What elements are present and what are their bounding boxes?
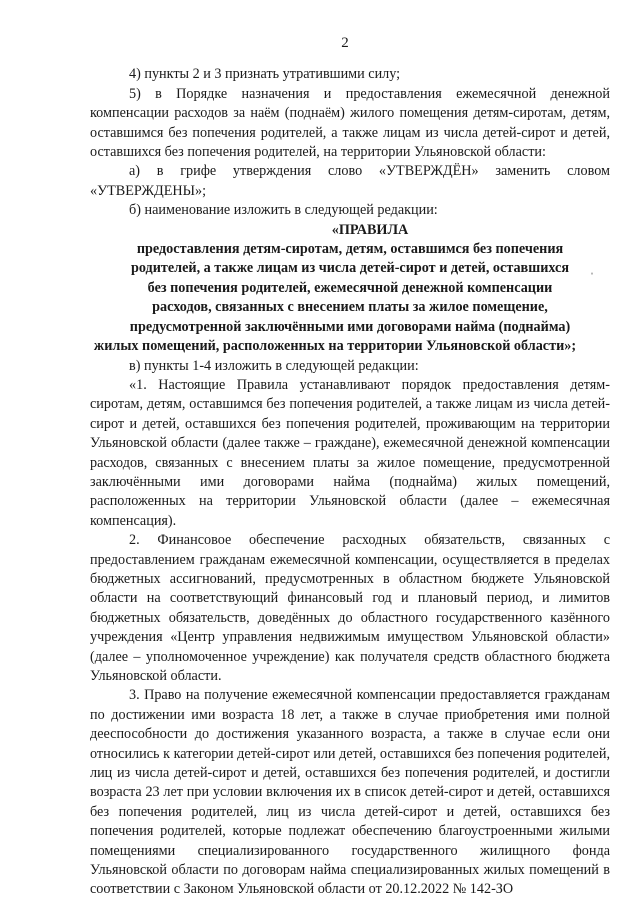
rules-title-line: жилых помещений, расположенных на территории Ульяновской области»; <box>93 338 577 355</box>
page-number: 2 <box>341 35 349 51</box>
paragraph-item-5: 5) в Порядке назначения и предоставления ежемесячной денежной компенсации расходов за наём (поднаём) жилого помещения детям-сиротам, детям, оставшимся без попечения родителей, а также лицам из числа детей-сирот и детей, оставшихся без попечения родителей, на территории Ульяновской области: <box>90 85 610 161</box>
rules-clause-3: 3. Право на получение ежемесячной компенсации предоставляется гражданам по достижении ими возраста 18 лет, а также в случае приобретения ими полной дееспособности до достижения указанного возраста, а также в случае если они относились к категории детей-сирот или детей, оставшихся без попечения родителей, лиц из числа детей-сирот и детей, оставшихся без попечения родителей, и достигли возраста 23 лет при условии включения их в список детей-сирот и детей, оставшихся без попечения родителей, лиц из числа детей-сирот и детей, оставшихся без попечения родителей, которые подлежат обеспечению благоустроенными жилыми помещениями специализированного государственного жилищного фонда Ульяновской области по договорам найма специализированных жилых помещений в соответствии с Законом Ульяновской области от 20.12.2022 № 142-ЗО <box>90 687 610 898</box>
rules-title-line: предоставления детям-сиротам, детям, оставшимся без попечения <box>136 241 564 258</box>
rules-title-heading: «ПРАВИЛА <box>331 221 409 238</box>
rules-title-body <box>90 240 610 356</box>
rules-title-line: расходов, связанных с внесением платы за жилое помещение, <box>152 299 548 316</box>
paragraph-item-4: 4) пункты 2 и 3 признать утратившими силу; <box>129 66 401 83</box>
rules-title-line: родителей, а также лицам из числа детей-сирот и детей, оставшихся <box>130 260 570 277</box>
paragraph-subitem-b: б) наименование изложить в следующей редакции: <box>129 202 438 219</box>
paragraph-subitem-a: а) в грифе утверждения слово «УТВЕРЖДЁН» заменить словом «УТВЕРЖДЕНЫ»; <box>90 163 610 199</box>
rules-clause-1: «1. Настоящие Правила устанавливают порядок предоставления детям-сиротам, детям, оставшимся без попечения родителей, а также лицам из числа детей-сирот и детей, оставшихся без попечения родителей, проживающим на территории Ульяновской области (далее также – граждане), ежемесячной денежной компенсации расходов, связанных с внесением платы за жилое помещение, предусмотренной заключёнными ими договорами найма (поднайма) жилых помещений, расположенных на территории Ульяновской области (далее – ежемесячная компенсация). <box>90 376 610 529</box>
rules-clause-2: 2. Финансовое обеспечение расходных обязательств, связанных с предоставлением гражданам ежемесячной компенсации, осуществляется в пределах бюджетных ассигнований, предусмотренных в областном бюджете Ульяновской области на соответствующий финансовый год и плановый период, и лимитов бюджетных обязательств, доведённых до областного государственного казённого учреждения «Центр управления недвижимым имуществом Ульяновской области» (далее – уполномоченное учреждение) как получателя средств областного бюджета Ульяновской области. <box>90 532 610 684</box>
paragraph-subitem-v: в) пункты 1-4 изложить в следующей редакции: <box>129 357 419 374</box>
rules-title-line: без попечения родителей, ежемесячной денежной компенсации <box>147 279 553 296</box>
scan-mark: ˌ <box>590 261 594 275</box>
rules-title-line: предусмотренной заключёнными ими договорами найма (поднайма) <box>129 318 571 335</box>
